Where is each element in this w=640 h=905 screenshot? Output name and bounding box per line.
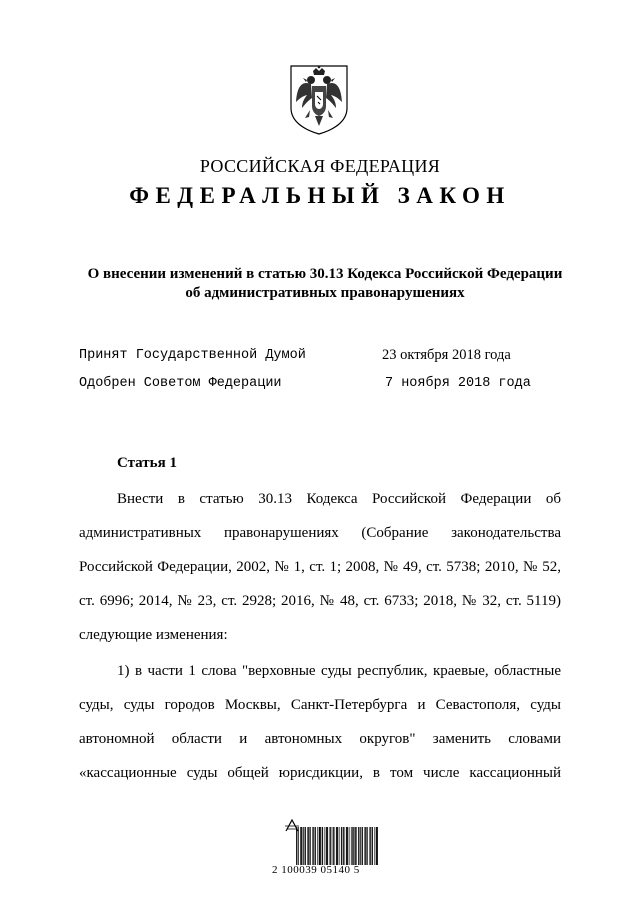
coat-of-arms-emblem [285,62,353,136]
law-title-line: О внесении изменений в статью 30.13 Кодекса Российской Федерации [87,266,563,282]
article-paragraph-2 [79,654,561,790]
paragraph-line: «кассационные суды общей юрисдикции, в том числе кассационный [79,765,561,781]
barcode-bars [296,827,378,865]
paragraph-line: административных правонарушениях (Собрание законодательства [79,525,561,541]
paragraph-line: Внести в статью 30.13 Кодекса Российской Федерации об [117,491,561,507]
paragraph-line: Российской Федерации, 2002, № 1, ст. 1; 2008, № 49, ст. 5738; 2010, № 52, [79,559,561,575]
adopted-by-duma-date: 23 октября 2018 года [382,347,511,363]
paragraph-line: 1) в части 1 слова "верховные суды республик, краевые, областные [117,663,561,679]
document-type-heading: ФЕДЕРАЛЬНЫЙ ЗАКОН [129,183,511,208]
adopted-by-duma-label: Принят Государственной Думой [79,348,306,363]
barcode-number: 2 100039 05140 5 [272,864,360,876]
approved-by-council-label: Одобрен Советом Федерации [79,376,282,391]
law-title-line: об административных правонарушениях [185,285,465,301]
paragraph-line: следующие изменения: [79,627,228,643]
paragraph-line: суды, суды городов Москвы, Санкт-Петербурга и Севастополя, суды [79,697,561,713]
article-heading: Статья 1 [117,455,177,471]
country-heading: РОССИЙСКАЯ ФЕДЕРАЦИЯ [199,156,441,176]
paragraph-line: автономной области и автономных округов" заменить словами [79,731,561,747]
law-title [60,265,590,303]
approved-by-council-date: 7 ноября 2018 года [385,376,531,391]
paragraph-line: ст. 6996; 2014, № 23, ст. 2928; 2016, № 48, ст. 6733; 2018, № 32, ст. 5119) [79,593,561,609]
article-paragraph-1 [79,482,561,652]
